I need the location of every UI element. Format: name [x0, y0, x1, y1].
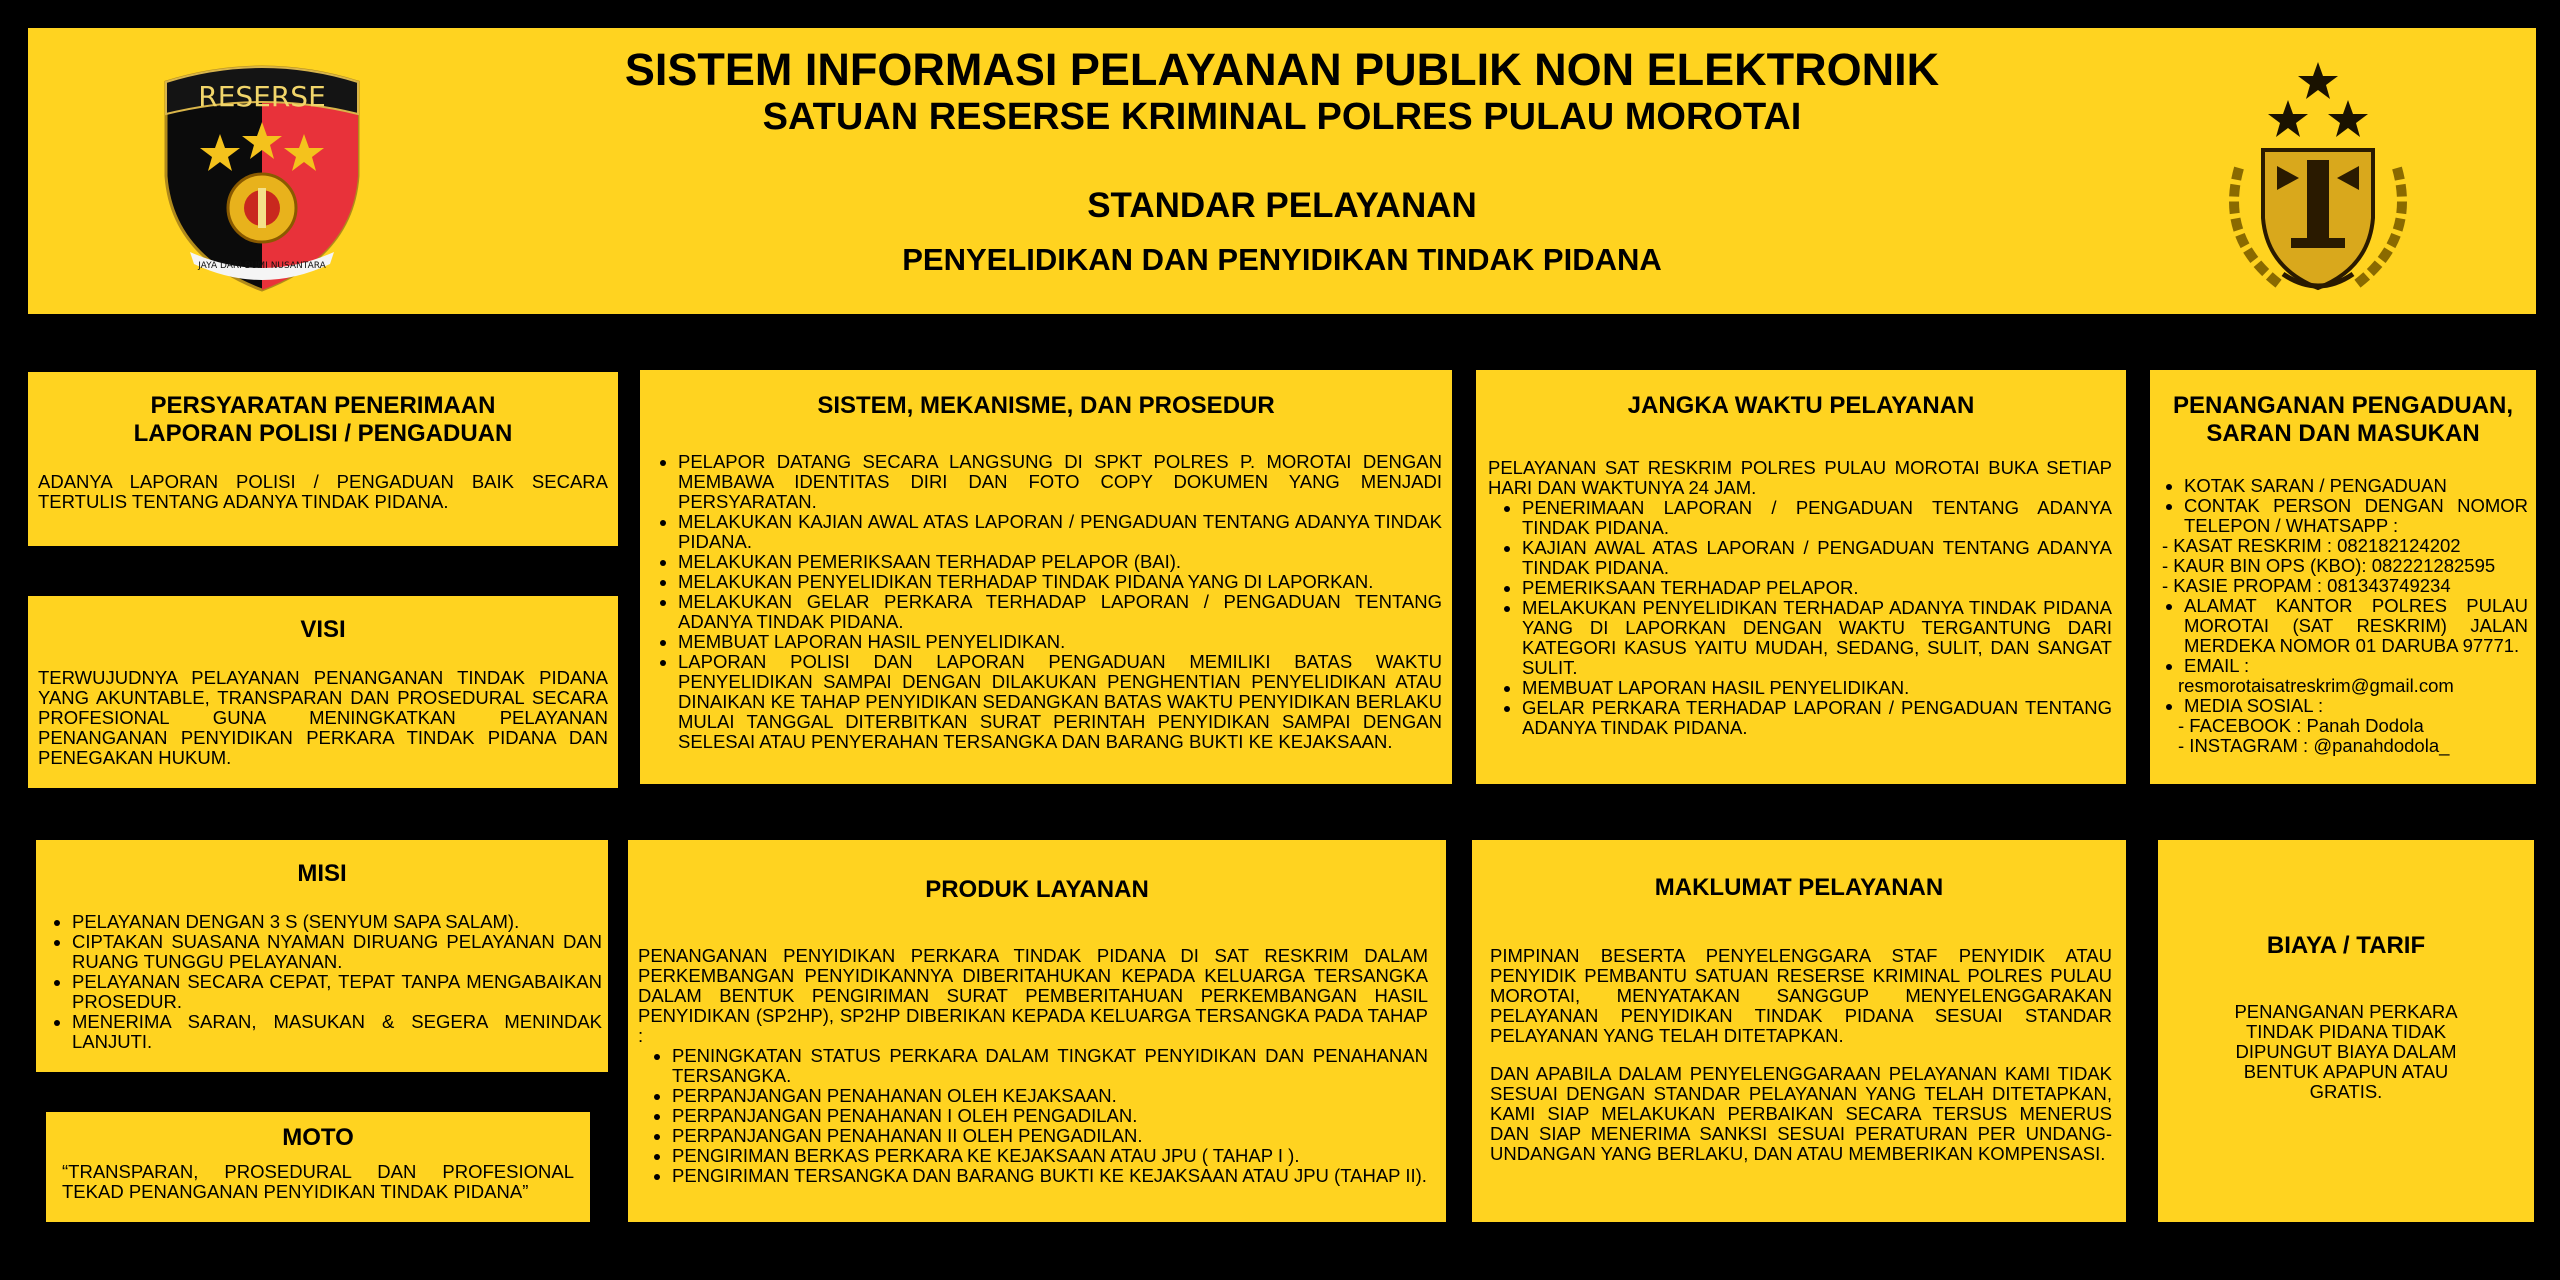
- mission-title: MISI: [297, 860, 347, 887]
- mission-panel: [36, 840, 608, 1072]
- declaration-para-2: DAN APABILA DALAM PENYELENGGARAAN PELAYANAN KAMI TIDAK SESUAI DENGAN STANDAR PELAYANAN YANG TELAH DITETAPKAN, KAMI SIAP MELAKUKAN PERBAIKAN SECARA TERSUS MENERUS DAN SIAP MENERIMA SANKSI SESUAI PERATURAN PER UNDANG-UNDANGAN YANG BERLAKU, DAN ATAU MEMBERIKAN KOMPENSASI.: [1490, 1062, 2112, 1164]
- list-item: • PELAPOR DATANG SECARA LANGSUNG DI SPKT POLRES P. MOROTAI DENGAN MEMBAWA IDENTITAS DIRI DAN FOTO COPY DOKUMEN YANG MENJADI PERSYARATAN.: [678, 452, 1442, 512]
- list-item: • MELAKUKAN GELAR PERKARA TERHADAP LAPORAN / PENGADUAN TENTANG ADANYA TINDAK PIDANA.: [678, 592, 1442, 632]
- page-title: SISTEM INFORMASI PELAYANAN PUBLIK NON ELEKTRONIK: [624, 44, 1940, 95]
- list-item: • PELAYANAN SECARA CEPAT, TEPAT TANPA MENGABAIKAN PROSEDUR.: [72, 972, 602, 1012]
- list-item: • MEMBUAT LAPORAN HASIL PENYELIDIKAN.: [678, 632, 1442, 652]
- contact-kasie: - KASIE PROPAM : 081343749234: [2162, 574, 2451, 596]
- list-item: • PENERIMAAN LAPORAN / PENGADUAN TENTANG ADANYA TINDAK PIDANA.: [1522, 498, 2112, 538]
- service-time-list: [1488, 498, 2112, 738]
- svg-text:JAYA DARI BUMI NUSANTARA: JAYA DARI BUMI NUSANTARA: [198, 261, 326, 271]
- products-title: PRODUK LAYANAN: [925, 876, 1149, 903]
- list-item: • PERPANJANGAN PENAHANAN OLEH KEJAKSAAN.: [672, 1086, 1428, 1106]
- vision-panel: [28, 596, 618, 788]
- page-subtitle: SATUAN RESERSE KRIMINAL POLRES PULAU MOROTAI: [762, 96, 1802, 138]
- service-heading: PENYELIDIKAN DAN PENYIDIKAN TINDAK PIDANA: [902, 242, 1662, 277]
- list-item: • MELAKUKAN PEMERIKSAAN TERHADAP PELAPOR (BAI).: [678, 552, 1442, 572]
- list-item: • PEMERIKSAAN TERHADAP PELAPOR.: [1522, 578, 2112, 598]
- motto-body: “TRANSPARAN, PROSEDURAL DAN PROFESIONAL TEKAD PENANGANAN PENYIDIKAN TINDAK PIDANA”: [62, 1161, 574, 1202]
- list-item: • ALAMAT KANTOR POLRES PULAU MOROTAI (SAT RESKRIM) JALAN MERDEKA NOMOR 01 DARUBA 97771.: [2184, 596, 2528, 656]
- products-list: [638, 1046, 1428, 1186]
- header-banner: [28, 28, 2536, 314]
- complaints-list: [2162, 476, 2528, 536]
- list-item: • PENGIRIMAN BERKAS PERKARA KE KEJAKSAAN ATAU JPU ( TAHAP I ).: [672, 1146, 1428, 1166]
- complaints-title-line2: SARAN DAN MASUKAN: [2206, 419, 2480, 447]
- list-item: • GELAR PERKARA TERHADAP LAPORAN / PENGADUAN TENTANG ADANYA TINDAK PIDANA.: [1522, 698, 2112, 738]
- list-item: • MELAKUKAN PENYELIDIKAN TERHADAP ADANYA TINDAK PIDANA YANG DI LAPORKAN DENGAN WAKTU TERGANTUNG DARI KATEGORI KASUS YAITU MUDAH, SEDANG, SULIT, DAN SANGAT SULIT.: [1522, 598, 2112, 678]
- requirements-body: ADANYA LAPORAN POLISI / PENGADUAN BAIK SECARA TERTULIS TENTANG ADANYA TINDAK PIDANA.: [38, 471, 608, 512]
- list-item: • PENINGKATAN STATUS PERKARA DALAM TINGKAT PENYIDIKAN DAN PENAHANAN TERSANGKA.: [672, 1046, 1428, 1086]
- procedure-list: [652, 452, 1442, 752]
- contact-kasat: - KASAT RESKRIM : 082182124202: [2162, 534, 2461, 556]
- service-time-intro: PELAYANAN SAT RESKRIM POLRES PULAU MOROTAI BUKA SETIAP HARI DAN WAKTUNYA 24 JAM.: [1488, 457, 2112, 498]
- declaration-title: MAKLUMAT PELAYANAN: [1654, 874, 1944, 901]
- list-item: • CONTAK PERSON DENGAN NOMOR TELEPON / WHATSAPP :: [2184, 496, 2528, 536]
- list-item: • PERPANJANGAN PENAHANAN II OLEH PENGADILAN.: [672, 1126, 1428, 1146]
- facebook-link[interactable]: - FACEBOOK : Panah Dodola: [2178, 714, 2424, 736]
- list-item: • MEMBUAT LAPORAN HASIL PENYELIDIKAN.: [1522, 678, 2112, 698]
- contact-kaur: - KAUR BIN OPS (KBO): 082221282595: [2162, 554, 2496, 576]
- service-time-title: JANGKA WAKTU PELAYANAN: [1627, 392, 1975, 419]
- complaints-panel: [2150, 370, 2536, 784]
- declaration-panel: [1472, 840, 2126, 1222]
- products-intro: PENANGANAN PENYIDIKAN PERKARA TINDAK PIDANA DI SAT RESKRIM DALAM PERKEMBANGAN PENYIDIKANNYA DIBERITAHUKAN KEPADA KELUARGA TERSANGKA DALAM BENTUK PENGIRIMAN SURAT PEMBERITAHUAN PERKEMBANGAN HASIL PENYIDIKAN (SP2HP), SP2HP DIBERIKAN KEPADA KELUARGA TERSANGKA PADA TAHAP :: [638, 945, 1428, 1046]
- complaints-title-line1: PENANGANAN PENGADUAN,: [2172, 392, 2514, 419]
- standard-heading: STANDAR PELAYANAN: [1087, 186, 1477, 225]
- procedure-title: SISTEM, MEKANISME, DAN PROSEDUR: [817, 392, 1275, 419]
- logo-text: RESERSE: [198, 80, 326, 113]
- list-item: • MELAKUKAN PENYELIDIKAN TERHADAP TINDAK PIDANA YANG DI LAPORKAN.: [678, 572, 1442, 592]
- motto-panel: [46, 1112, 590, 1222]
- list-item: • LAPORAN POLISI DAN LAPORAN PENGADUAN MEMILIKI BATAS WAKTU PENYELIDIKAN SAMPAI DENGAN DILAKUKAN PENGHENTIAN PENYELIDIKAN ATAU DINAIKAN KE TAHAP PENYIDIKAN SEDANGKAN BATAS WAKTU PENYIDIKAN BERLAKU MULAI TANGGAL DITERBITKAN SURAT PERINTAH PENYIDIKAN SAMPAI DENGAN SELESAI ATAU PENYERAHAN TERSANGKA DAN BARANG BUKTI KE KEJAKSAAN.: [678, 652, 1442, 752]
- list-item: • PENGIRIMAN TERSANGKA DAN BARANG BUKTI KE KEJAKSAAN ATAU JPU (TAHAP II).: [672, 1166, 1428, 1186]
- list-item: • PELAYANAN DENGAN 3 S (SENYUM SAPA SALAM).: [72, 912, 602, 932]
- vision-title: VISI: [300, 616, 346, 643]
- vision-body: TERWUJUDNYA PELAYANAN PENANGANAN TINDAK PIDANA YANG AKUNTABLE, TRANSPARAN DAN PROSEDURAL SECARA PROFESIONAL GUNA MENINGKATKAN PELAYANAN PENANGANAN PENYIDIKAN PERKARA TINDAK PIDANA DAN PENEGAKAN HUKUM.: [38, 667, 608, 768]
- declaration-para-1: PIMPINAN BESERTA PENYELENGGARA STAF PENYIDIK ATAU PENYIDIK PEMBANTU SATUAN RESERSE KRIMINAL POLRES PULAU MOROTAI, MENYATAKAN SANGGUP MENYELENGGARAKAN PELAYANAN PENYIDIKAN TINDAK PIDANA SESUAI STANDAR PELAYANAN YANG TELAH DITETAPKAN.: [1490, 945, 2112, 1046]
- mission-list: [46, 912, 602, 1052]
- instagram-link[interactable]: - INSTAGRAM : @panahdodola_: [2178, 734, 2450, 756]
- list-item: • EMAIL :: [2184, 656, 2528, 676]
- list-item: • MENERIMA SARAN, MASUKAN & SEGERA MENINDAK LANJUTI.: [72, 1012, 602, 1052]
- requirements-title-line2: LAPORAN POLISI / PENGADUAN: [133, 419, 513, 447]
- requirements-panel: [28, 372, 618, 546]
- list-item: • CIPTAKAN SUASANA NYAMAN DIRUANG PELAYANAN DAN RUANG TUNGGU PELAYANAN.: [72, 932, 602, 972]
- email-link[interactable]: resmorotaisatreskrim@gmail.com: [2178, 674, 2454, 696]
- fee-title: BIAYA / TARIF: [2266, 932, 2426, 959]
- requirements-title-line1: PERSYARATAN PENERIMAAN: [150, 392, 496, 419]
- list-item: • MEDIA SOSIAL :: [2184, 696, 2528, 716]
- products-panel: [628, 840, 1446, 1222]
- service-time-panel: [1476, 370, 2126, 784]
- polri-emblem-logo: [2199, 48, 2437, 308]
- list-item: • KAJIAN AWAL ATAS LAPORAN / PENGADUAN TENTANG ADANYA TINDAK PIDANA.: [1522, 538, 2112, 578]
- list-item: • MELAKUKAN KAJIAN AWAL ATAS LAPORAN / PENGADUAN TENTANG ADANYA TINDAK PIDANA.: [678, 512, 1442, 552]
- motto-title: MOTO: [282, 1124, 354, 1151]
- list-item: • PERPANJANGAN PENAHANAN I OLEH PENGADILAN.: [672, 1106, 1428, 1126]
- fee-panel: [2158, 840, 2534, 1222]
- procedure-panel: [640, 370, 1452, 784]
- fee-body: PENANGANAN PERKARA TINDAK PIDANA TIDAK DIPUNGUT BIAYA DALAM BENTUK APAPUN ATAU GRATIS.: [2234, 1001, 2458, 1102]
- list-item: • KOTAK SARAN / PENGADUAN: [2184, 476, 2528, 496]
